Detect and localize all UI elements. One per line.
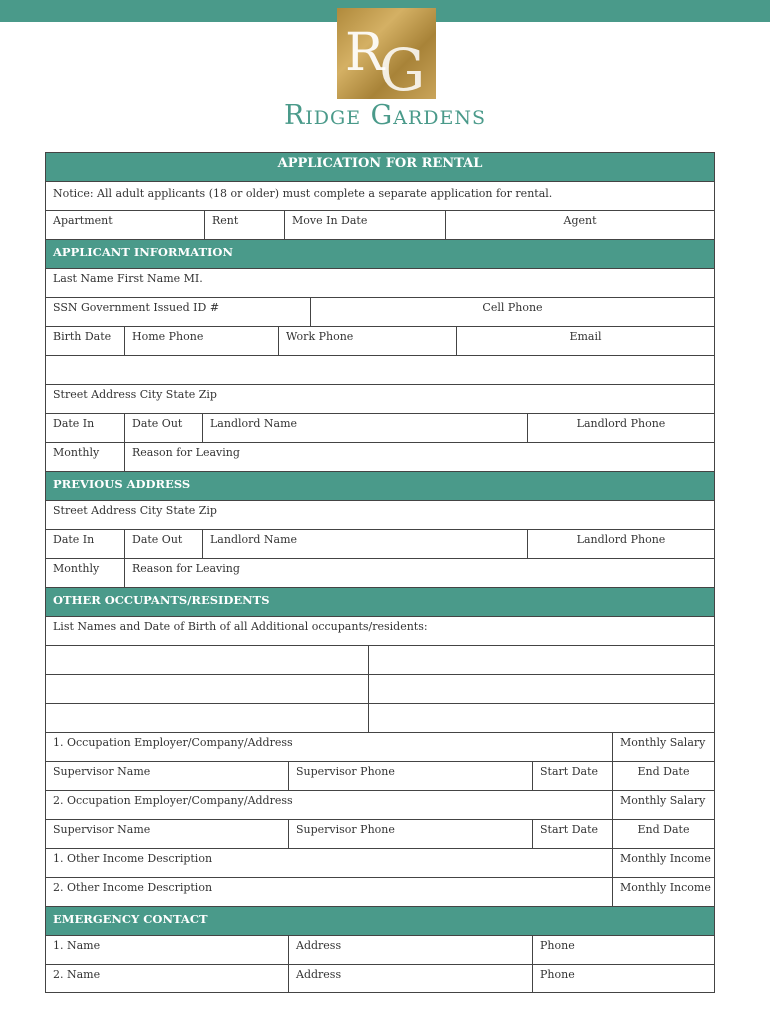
supervisor2-name-field[interactable]: Supervisor Name [53, 823, 151, 836]
emergency-header-row [45, 906, 715, 935]
emergency1-address-field[interactable]: Address [288, 936, 532, 964]
emergency2-address-field[interactable]: Address [288, 965, 532, 992]
reason-leaving-field[interactable]: Reason for Leaving [124, 443, 714, 471]
form-title: APPLICATION FOR RENTAL [46, 153, 714, 181]
occupation2-field[interactable]: 2. Occupation Employer/Company/Address [53, 794, 293, 807]
date-out-field[interactable]: Date Out [124, 414, 202, 442]
occupant-dob-field[interactable] [368, 646, 714, 674]
occupation2-row [45, 790, 715, 819]
prev-monthly-field[interactable]: Monthly [53, 562, 100, 575]
supervisor2-phone-field[interactable]: Supervisor Phone [288, 820, 532, 848]
notice-row [45, 181, 715, 210]
occupant-row [45, 645, 715, 674]
occupant-dob-field[interactable] [368, 704, 714, 732]
landlord-name-field[interactable]: Landlord Name [202, 414, 527, 442]
prev-reason-field[interactable]: Reason for Leaving [124, 559, 714, 587]
occupants-header-row [45, 587, 715, 616]
rent-field[interactable]: Rent [204, 211, 284, 239]
date-in-field[interactable]: Date In [53, 417, 95, 430]
occupant-name-field[interactable] [46, 675, 368, 703]
street-row [45, 384, 715, 413]
emergency-section-header: EMERGENCY CONTACT [46, 907, 714, 935]
prev-date-in-field[interactable]: Date In [53, 533, 95, 546]
income2-field[interactable]: 2. Other Income Description [53, 881, 213, 894]
agent-field[interactable]: Agent [445, 211, 714, 239]
ssn-field[interactable]: SSN Government Issued ID # [53, 301, 220, 314]
name-row [45, 268, 715, 297]
applicant-section-header: APPLICANT INFORMATION [46, 240, 714, 268]
occupant-dob-field[interactable] [368, 675, 714, 703]
emergency1-phone-field[interactable]: Phone [532, 936, 714, 964]
prev-date-out-field[interactable]: Date Out [124, 530, 202, 558]
income1-row [45, 848, 715, 877]
contact-row [45, 326, 715, 355]
prev-street-field[interactable]: Street Address City State Zip [53, 504, 217, 517]
svg-text:G: G [379, 36, 426, 99]
occupants-section-header: OTHER OCCUPANTS/RESIDENTS [46, 588, 714, 616]
prev-street-row [45, 500, 715, 529]
end1-field[interactable]: End Date [612, 762, 714, 790]
birth-date-field[interactable]: Birth Date [53, 330, 112, 343]
supervisor1-name-field[interactable]: Supervisor Name [53, 765, 151, 778]
previous-header-row [45, 471, 715, 500]
salary1-field[interactable]: Monthly Salary [612, 733, 714, 761]
emergency2-row [45, 964, 715, 993]
monthly-row [45, 442, 715, 471]
applicant-header-row [45, 239, 715, 268]
rg-logo [337, 8, 436, 99]
work-phone-field[interactable]: Work Phone [278, 327, 456, 355]
applicant-name-field[interactable]: Last Name First Name MI. [53, 272, 203, 285]
occupant-row [45, 674, 715, 703]
emergency2-phone-field[interactable]: Phone [532, 965, 714, 992]
brand-name: Ridge Gardens [283, 100, 487, 131]
occupant-row [45, 703, 715, 732]
move-in-date-field[interactable]: Move In Date [284, 211, 445, 239]
occupants-list-label: List Names and Date of Birth of all Additional occupants/residents: [53, 620, 428, 633]
supervisor2-row [45, 819, 715, 848]
end2-field[interactable]: End Date [612, 820, 714, 848]
svg-text:R: R [345, 23, 385, 83]
income1-amount-field[interactable]: Monthly Income [612, 849, 714, 877]
home-phone-field[interactable]: Home Phone [124, 327, 278, 355]
occupants-list-row [45, 616, 715, 645]
occupation1-field[interactable]: 1. Occupation Employer/Company/Address [53, 736, 293, 749]
prev-landlord-name-field[interactable]: Landlord Name [202, 530, 527, 558]
occupant-name-field[interactable] [46, 704, 368, 732]
landlord-phone-field[interactable]: Landlord Phone [527, 414, 714, 442]
occupant-name-field[interactable] [46, 646, 368, 674]
previous-section-header: PREVIOUS ADDRESS [46, 472, 714, 500]
prev-landlord-phone-field[interactable]: Landlord Phone [527, 530, 714, 558]
email-field[interactable]: Email [456, 327, 714, 355]
emergency1-name-field[interactable]: 1. Name [53, 939, 101, 952]
income1-field[interactable]: 1. Other Income Description [53, 852, 213, 865]
street-address-field[interactable]: Street Address City State Zip [53, 388, 217, 401]
supervisor1-phone-field[interactable]: Supervisor Phone [288, 762, 532, 790]
start2-field[interactable]: Start Date [532, 820, 612, 848]
landlord-row [45, 413, 715, 442]
occupation1-row [45, 732, 715, 761]
emergency2-name-field[interactable]: 2. Name [53, 968, 101, 981]
form-title-row [45, 152, 715, 181]
prev-landlord-row [45, 529, 715, 558]
salary2-field[interactable]: Monthly Salary [612, 791, 714, 819]
blank-row [45, 355, 715, 384]
prev-monthly-row [45, 558, 715, 587]
emergency1-row [45, 935, 715, 964]
notice-text: Notice: All adult applicants (18 or older) must complete a separate application for rental. [53, 187, 553, 200]
rg-monogram-icon [337, 8, 436, 99]
apartment-field[interactable]: Apartment [53, 214, 113, 227]
start1-field[interactable]: Start Date [532, 762, 612, 790]
supervisor1-row [45, 761, 715, 790]
income2-amount-field[interactable]: Monthly Income [612, 878, 714, 906]
rental-application-form [45, 152, 715, 993]
blank-field[interactable] [46, 356, 714, 384]
unit-info-row [45, 210, 715, 239]
monthly-field[interactable]: Monthly [53, 446, 100, 459]
income2-row [45, 877, 715, 906]
id-row [45, 297, 715, 326]
cell-phone-field[interactable]: Cell Phone [310, 298, 714, 326]
